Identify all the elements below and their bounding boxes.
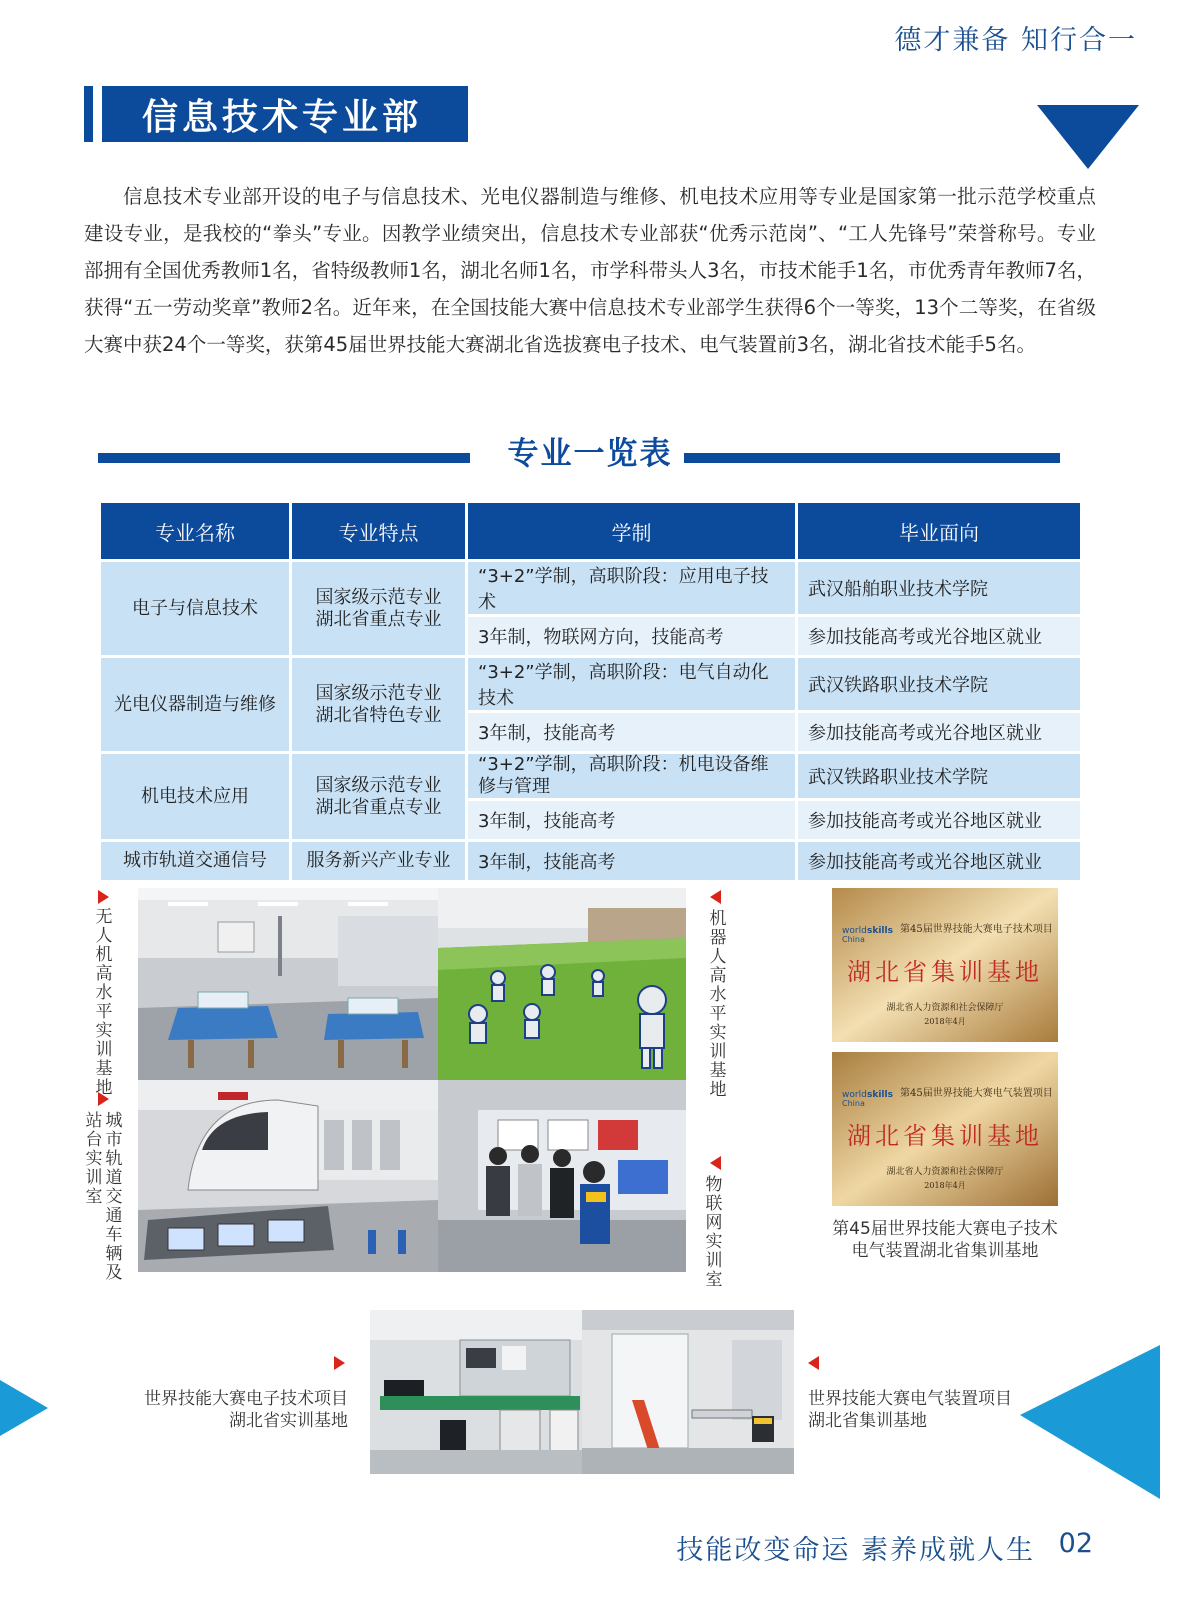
majors-table [98, 500, 1083, 883]
robot-lab-photo [438, 888, 686, 1080]
plaque-project: 第45届世界技能大赛电子技术项目 [900, 924, 1053, 935]
section-title: 专业一览表 [507, 436, 673, 472]
header-major-name: 专业名称 [100, 502, 291, 561]
major-feature: 国家级示范专业 湖北省重点专业 [291, 561, 467, 657]
caption-drone-lab: 无人机高水平实训基地 [95, 907, 113, 1098]
plaque-title: 湖北省集训基地 [847, 1122, 1043, 1150]
school-system: 3年制，物联网方向，技能高考 [467, 616, 797, 657]
caption-award-line1: 第45届世界技能大赛电子技术 [832, 1219, 1058, 1239]
major-name: 电子与信息技术 [100, 561, 291, 657]
header-major-feature: 专业特点 [291, 502, 467, 561]
caption-award-line2: 电气装置湖北省集训基地 [851, 1241, 1039, 1261]
left-triangle-decoration [0, 1380, 48, 1436]
graduate-outlook: 武汉铁路职业技术学院 [797, 753, 1082, 800]
graduate-outlook: 武汉铁路职业技术学院 [797, 657, 1082, 712]
header-graduate-outlook: 毕业面向 [797, 502, 1082, 561]
drone-lab-photo [138, 888, 438, 1080]
plaque-issuer: 湖北省人力资源和社会保障厅 [886, 1003, 1004, 1013]
caption-rail-lab-line2: 站台实训室 [85, 1111, 103, 1207]
marker-left-iot [710, 1156, 721, 1170]
school-system: 3年制，技能高考 [467, 712, 797, 753]
graduate-outlook: 参加技能高考或光谷地区就业 [797, 616, 1082, 657]
caption-electronics-base [120, 1388, 348, 1432]
header-school-system: 学制 [467, 502, 797, 561]
intro-paragraph: 信息技术专业部开设的电子与信息技术、光电仪器制造与维修、机电技术应用等专业是国家第一批示范学校重点建设专业，是我校的“拳头”专业。因教学业绩突出，信息技术专业部获“优秀示范岗”、“工人先锋号”荣誉称号。专业部拥有全国优秀教师1名，省特级教师1名，湖北名师1名，市学科带头人3名，市技术能手1名，市优秀青年教师7名，获得“五一劳动奖章”教师2名。近年来，在全国技能大赛中信息技术专业部学生获得6个一等奖，13个二等奖，在省级大赛中获24个一等奖，获第45届世界技能大赛湖北省选拔赛电子技术、电气装置前3名，湖北省技术能手5名。 [84, 185, 1096, 356]
plaque-electrical-svg [832, 1052, 1058, 1206]
plaque-date: 2018年4月 [924, 1181, 966, 1190]
plaque-brand-line2: skills [867, 1090, 893, 1100]
school-system: “3+2”学制，高职阶段：机电设备维修与管理 [467, 753, 797, 800]
marker-right-drone [98, 890, 109, 904]
graduate-outlook: 参加技能高考或光谷地区就业 [797, 712, 1082, 753]
caption-electrical-base [808, 1388, 1038, 1432]
major-name: 机电技术应用 [100, 753, 291, 841]
major-feature: 国家级示范专业 湖北省重点专业 [291, 753, 467, 841]
plaque-brand-line1: world [842, 1090, 867, 1100]
plaque-brand-line2: skills [867, 926, 893, 936]
corner-triangle-decoration [1037, 105, 1139, 169]
plaque-brand-line1: world [842, 926, 867, 936]
major-name: 光电仪器制造与维修 [100, 657, 291, 753]
graduate-outlook: 参加技能高考或光谷地区就业 [797, 841, 1082, 882]
plaque-title: 湖北省集训基地 [847, 958, 1043, 986]
plaque-electronics-svg [832, 888, 1058, 1042]
caption-electronics-line1: 世界技能大赛电子技术项目 [144, 1389, 348, 1409]
caption-iot-lab: 物联网实训室 [705, 1175, 723, 1290]
table-header-row [100, 502, 1082, 561]
major-feature: 服务新兴产业专业 [291, 841, 467, 882]
graduate-outlook: 武汉船舶职业技术学院 [797, 561, 1082, 616]
marker-right-electronics [334, 1356, 345, 1370]
plaque-project: 第45届世界技能大赛电气装置项目 [900, 1088, 1053, 1099]
electronics-lab-photo [370, 1310, 582, 1474]
caption-electrical-line1: 世界技能大赛电气装置项目 [808, 1389, 1012, 1409]
school-system: 3年制，技能高考 [467, 841, 797, 882]
marker-left-robot [710, 890, 721, 904]
page-title: 信息技术专业部 [102, 86, 468, 142]
major-name: 城市轨道交通信号 [100, 841, 291, 882]
school-system: “3+2”学制，高职阶段：应用电子技术 [467, 561, 797, 616]
table-row [100, 657, 1082, 712]
footer-motto: 技能改变命运 素养成就人生 [676, 1535, 1035, 1566]
plaque-brand-line3: China [842, 935, 865, 944]
table-row [100, 841, 1082, 882]
table-row [100, 753, 1082, 800]
caption-electronics-line2: 湖北省实训基地 [229, 1411, 348, 1431]
marker-left-electrical [808, 1356, 819, 1370]
rail-lab-photo [138, 1080, 438, 1272]
major-feature: 国家级示范专业 湖北省特色专业 [291, 657, 467, 753]
electrical-lab-photo [582, 1310, 794, 1474]
table-row [100, 561, 1082, 616]
school-system: 3年制，技能高考 [467, 800, 797, 841]
title-accent-bar [84, 86, 93, 142]
graduate-outlook: 参加技能高考或光谷地区就业 [797, 800, 1082, 841]
marker-right-rail [98, 1092, 109, 1106]
right-triangle-decoration [1020, 1345, 1160, 1499]
plaque-brand-line3: China [842, 1099, 865, 1108]
header-motto: 德才兼备 知行合一 [894, 25, 1137, 56]
caption-electrical-line2: 湖北省集训基地 [808, 1411, 927, 1431]
caption-award [820, 1218, 1070, 1262]
caption-robot-lab: 机器人高水平实训基地 [709, 909, 727, 1100]
plaque-date: 2018年4月 [924, 1017, 966, 1026]
plaque-issuer: 湖北省人力资源和社会保障厅 [886, 1167, 1004, 1177]
award-plaque-electronics [832, 888, 1058, 1042]
award-plaque-electrical [832, 1052, 1058, 1206]
page-number: 02 [1058, 1528, 1093, 1559]
school-system: “3+2”学制，高职阶段：电气自动化技术 [467, 657, 797, 712]
section-line-right [684, 453, 1060, 463]
iot-lab-photo [438, 1080, 686, 1272]
caption-rail-lab-line1: 城市轨道交通车辆及 [105, 1111, 123, 1283]
section-line-left [98, 453, 470, 463]
